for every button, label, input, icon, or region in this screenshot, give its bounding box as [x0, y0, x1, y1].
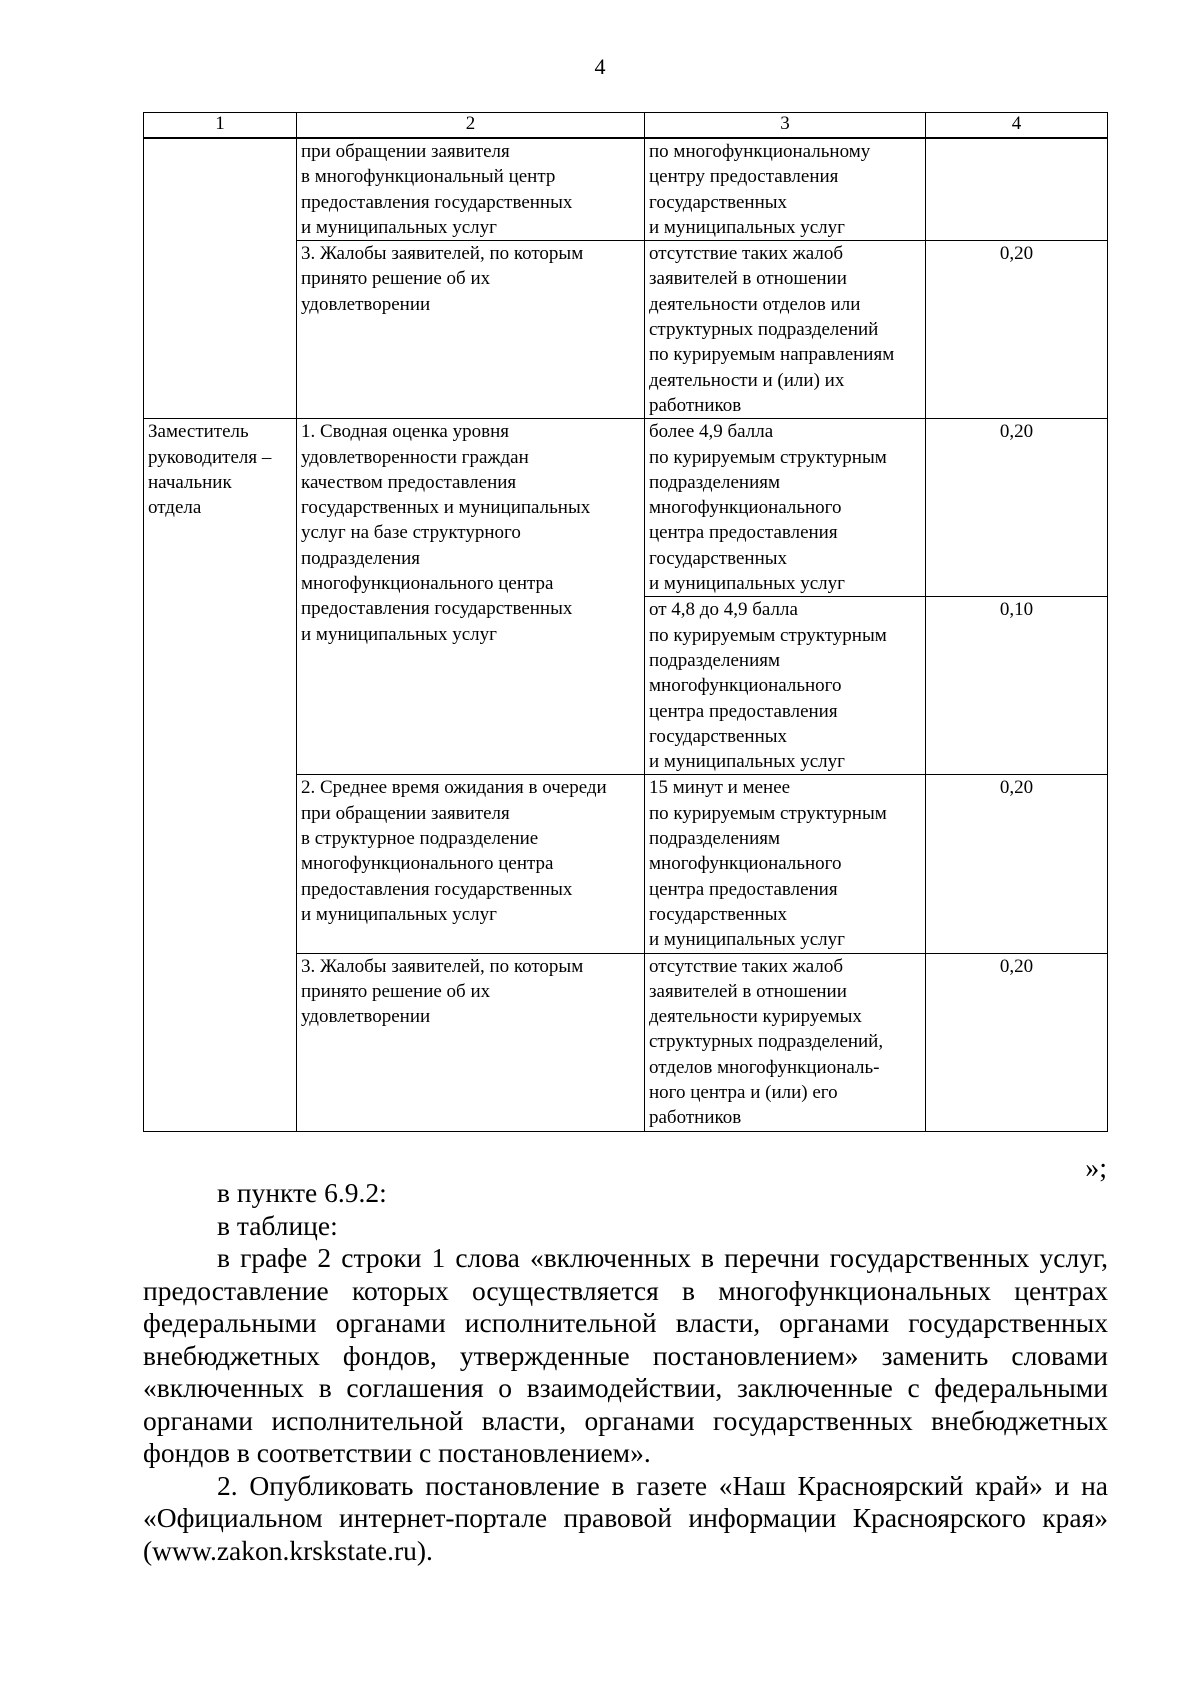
- text-line: по курируемым структурным: [649, 802, 887, 824]
- text-line: центра предоставления: [649, 700, 838, 722]
- text-line: по курируемым структурным: [649, 446, 887, 468]
- text-line: заявителей в отношении: [649, 980, 847, 1002]
- table-row: [144, 138, 1108, 241]
- text-line: подразделениям: [649, 649, 780, 671]
- text-line: при обращении заявителя: [301, 802, 510, 824]
- indicator-cell: [645, 597, 926, 775]
- text-line: центру предоставления: [649, 166, 839, 188]
- text-line: работников: [649, 1107, 742, 1129]
- text-line: принято решение об их: [301, 980, 491, 1002]
- text-line: Заместитель: [148, 421, 249, 443]
- weight-cell: 0,20: [926, 953, 1108, 1131]
- criterion-cell: [297, 241, 645, 419]
- closing-quote-mark: »;: [1085, 1153, 1107, 1184]
- text-line: предоставления государственных: [301, 878, 573, 900]
- text-line: структурных подразделений,: [649, 1031, 884, 1053]
- text-line: и муниципальных услуг: [649, 929, 845, 951]
- text-line: от 4,8 до 4,9 балла: [649, 599, 798, 621]
- text-line: ного центра и (или) его: [649, 1081, 838, 1103]
- amendment-text: [143, 1177, 1108, 1567]
- weight-cell: 0,20: [926, 775, 1108, 953]
- indicator-cell: [645, 953, 926, 1131]
- text-line: отсутствие таких жалоб: [649, 955, 844, 977]
- text-line: многофункционального: [649, 497, 842, 519]
- text-line: 1. Сводная оценка уровня: [301, 421, 509, 443]
- text-line: многофункционального: [649, 853, 842, 875]
- weight-cell: 0,20: [926, 241, 1108, 419]
- paragraph-item-ref: в пункте 6.9.2:: [217, 1177, 387, 1208]
- text-line: 3. Жалобы заявителей, по которым: [301, 955, 584, 977]
- text-line: деятельности отделов или: [649, 293, 861, 315]
- text-line: структурных подразделений: [649, 319, 879, 341]
- text-line: более 4,9 балла: [649, 421, 774, 443]
- text-line: центра предоставления: [649, 522, 838, 544]
- text-line: удовлетворении: [301, 1006, 431, 1028]
- text-line: государственных: [649, 903, 788, 925]
- text-line: и муниципальных услуг: [301, 903, 497, 925]
- position-cell-empty: [144, 138, 297, 419]
- text-line: 2. Среднее время ожидания в очереди: [301, 777, 607, 799]
- text-line: работников: [649, 394, 742, 416]
- text-line: качеством предоставления: [301, 471, 517, 493]
- text-line: в многофункциональный центр: [301, 166, 556, 188]
- weight-cell-empty: [926, 138, 1108, 241]
- text-line: предоставления государственных: [301, 598, 573, 620]
- indicator-cell: [645, 419, 926, 597]
- indicator-cell: [645, 775, 926, 953]
- text-line: подразделения: [301, 547, 420, 569]
- text-line: руководителя –: [148, 446, 272, 468]
- text-line: начальник: [148, 471, 232, 493]
- text-line: по курируемым структурным: [649, 624, 887, 646]
- text-line: деятельности курируемых: [649, 1006, 862, 1028]
- column-header-4: 4: [926, 113, 1108, 139]
- text-line: 15 минут и менее: [649, 777, 791, 799]
- criterion-cell: [297, 419, 645, 775]
- text-line: по многофункциональному: [649, 141, 871, 162]
- indicator-cell: [645, 241, 926, 419]
- paragraph-replacement: в графе 2 строки 1 слова «включенных в перечни государственных услуг, предоставление которых осуществляется в многофункциональных центрах федеральными органами исполнительной власти, органами государственных внебюджетных фондов, утвержденные постановлением» заменить словами «включенных в соглашения о взаимодействии, заключенные с федеральными органами исполнительной власти, органами государственных внебюджетных фондов в соответствии с постановлением».: [143, 1242, 1108, 1468]
- text-line: многофункционального центра: [301, 853, 554, 875]
- text-line: удовлетворенности граждан: [301, 446, 529, 468]
- table-row: [144, 419, 1108, 597]
- text-line: отделов многофункциональ-: [649, 1056, 880, 1078]
- criteria-table: [143, 112, 1108, 1132]
- paragraph-publication: 2. Опубликовать постановление в газете «Наш Красноярский край» и на «Официальном интернет-портале правовой информации Красноярского края» (www.zakon.krskstate.ru).: [143, 1469, 1108, 1566]
- criterion-cell: [297, 138, 645, 241]
- weight-cell: 0,20: [926, 419, 1108, 597]
- text-line: подразделениям: [649, 471, 780, 493]
- paragraph-table-ref: в таблице:: [217, 1209, 338, 1241]
- text-line: государственных: [649, 191, 788, 213]
- text-line: и муниципальных услуг: [301, 623, 497, 645]
- text-line: по курируемым направлениям: [649, 344, 895, 366]
- criterion-cell: [297, 775, 645, 953]
- text-line: при обращении заявителя: [301, 141, 510, 162]
- text-line: подразделениям: [649, 828, 780, 850]
- column-header-2: 2: [297, 113, 645, 139]
- text-line: отсутствие таких жалоб: [649, 243, 844, 265]
- text-line: и муниципальных услуг: [649, 751, 845, 773]
- criterion-cell: [297, 953, 645, 1131]
- text-line: услуг на базе структурного: [301, 522, 521, 544]
- table-header-row: [144, 113, 1108, 139]
- text-line: и муниципальных услуг: [649, 573, 845, 595]
- text-line: деятельности и (или) их: [649, 369, 845, 391]
- text-line: отдела: [148, 497, 202, 519]
- text-line: 3. Жалобы заявителей, по которым: [301, 243, 584, 265]
- text-line: государственных и муниципальных: [301, 497, 591, 519]
- weight-cell: 0,10: [926, 597, 1108, 775]
- text-line: предоставления государственных: [301, 191, 573, 213]
- position-cell: [144, 419, 297, 1131]
- text-line: и муниципальных услуг: [649, 216, 845, 238]
- text-line: центра предоставления: [649, 878, 838, 900]
- text-line: и муниципальных услуг: [301, 216, 497, 238]
- text-line: государственных: [649, 725, 788, 747]
- text-line: многофункционального: [649, 675, 842, 697]
- text-line: удовлетворении: [301, 293, 431, 315]
- text-line: принято решение об их: [301, 268, 491, 290]
- text-line: в структурное подразделение: [301, 828, 539, 850]
- text-line: многофункционального центра: [301, 573, 554, 595]
- indicator-cell: [645, 138, 926, 241]
- page-number: 4: [594, 54, 606, 79]
- text-line: заявителей в отношении: [649, 268, 847, 290]
- text-line: государственных: [649, 547, 788, 569]
- column-header-1: 1: [144, 113, 297, 139]
- column-header-3: 3: [645, 113, 926, 139]
